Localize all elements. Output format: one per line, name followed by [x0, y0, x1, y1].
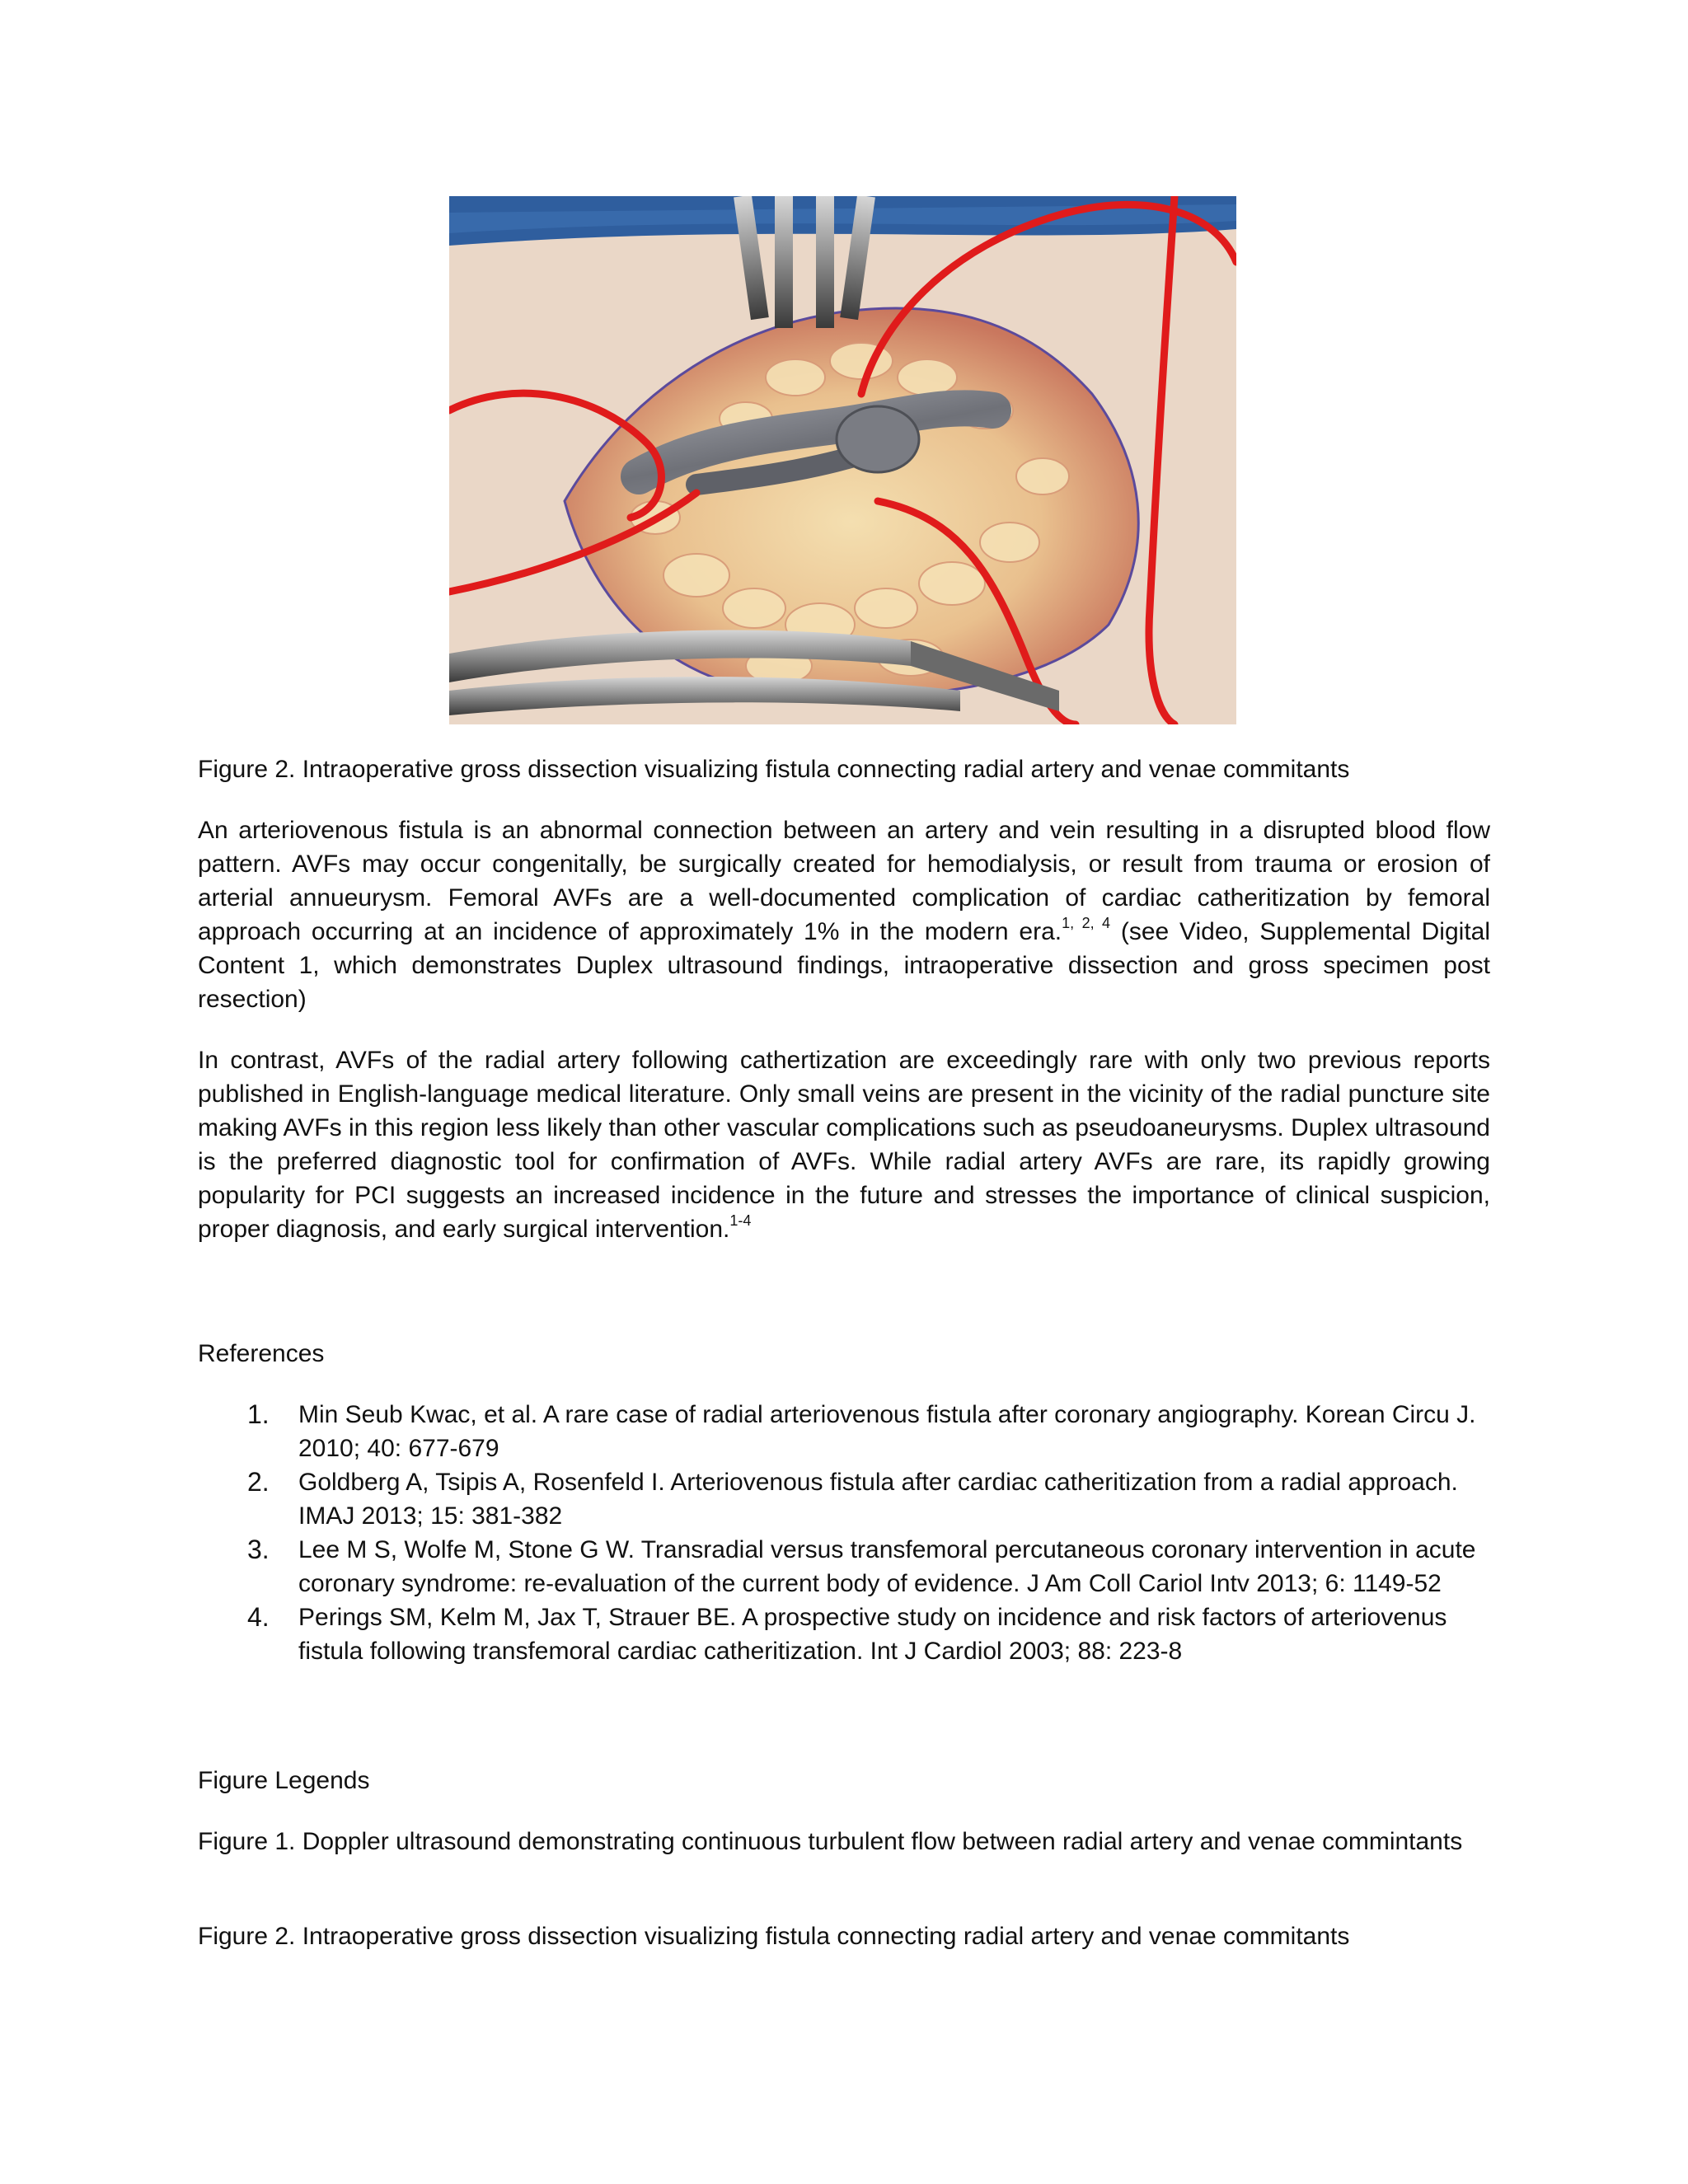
reference-text: Min Seub Kwac, et al. A rare case of radial arteriovenous fistula after coronary angiography. Korean Circu J. 2010; 40: 677-679 [298, 1401, 1476, 1462]
reference-item [198, 1398, 1490, 1465]
reference-number: 1. [247, 1399, 270, 1429]
references-heading: References [198, 1340, 325, 1367]
reference-number: 3. [247, 1535, 270, 1564]
references-list [198, 1398, 1490, 1668]
figure-legend-1: Figure 1. Doppler ultrasound demonstrating continuous turbulent flow between radial artery and venae commintants [198, 1828, 1463, 1855]
figure-caption: Figure 2. Intraoperative gross dissection visualizing fistula connecting radial artery and venae commitants [198, 756, 1350, 783]
para2-citation: 1-4 [729, 1212, 752, 1229]
reference-item [198, 1601, 1490, 1668]
para1-text: An arteriovenous fistula is an abnormal connection between an artery and vein resulting in a disrupted blood flow pattern. AVFs may occur congenitally, be surgically created for hemodialysis, or result from trauma or erosion of arterial annueurysm. Femoral AVFs are a well-documented complication of cardiac catheritization by femoral approach occurring at an incidence of approximately 1% in the modern era. [198, 817, 1490, 945]
surgical-photo-illustration [449, 196, 1236, 724]
para1-tail: (see Video, Supplemental Digital Content 1, which demonstrates Duplex ultrasound findings, intraoperative dissection and gross specimen post resection) [198, 918, 1491, 1013]
fistula [837, 406, 919, 472]
reference-text: Goldberg A, Tsipis A, Rosenfeld I. Arteriovenous fistula after cardiac catheritization from a radial approach. IMAJ 2013; 15: 381-382 [298, 1469, 1458, 1530]
reference-item [198, 1533, 1490, 1601]
reference-number: 2. [247, 1467, 270, 1497]
reference-item [198, 1465, 1490, 1533]
para1-citation: 1, 2, 4 [1062, 915, 1111, 931]
figure-legend-2: Figure 2. Intraoperative gross dissection visualizing fistula connecting radial artery and venae commitants [198, 1923, 1350, 1950]
body-paragraph-2 [198, 1043, 1490, 1246]
para2-text: In contrast, AVFs of the radial artery following cathertization are exceedingly rare with only two previous reports published in English-language medical literature. Only small veins are present in the vicinity of the radial puncture site making AVFs in this region less likely than other vascular complications such as pseudoaneurysms. Duplex ultrasound is the preferred diagnostic tool for confirmation of AVFs. While radial artery AVFs are rare, its rapidly growing popularity for PCI suggests an increased incidence in the future and stresses the importance of clinical suspicion, proper diagnosis, and early surgical intervention. [198, 1047, 1490, 1243]
reference-text: Lee M S, Wolfe M, Stone G W. Transradial versus transfemoral percutaneous coronary intervention in acute coronary syndrome: re-evaluation of the current body of evidence. J Am Coll Cariol Intv 2013; 6: 1149-52 [298, 1536, 1476, 1597]
reference-number: 4. [247, 1602, 270, 1632]
reference-text: Perings SM, Kelm M, Jax T, Strauer BE. A prospective study on incidence and risk factors of arteriovenus fistula following transfemoral cardiac catheritization. Int J Cardiol 2003; 88: 223-8 [298, 1604, 1447, 1665]
surgical-photo [449, 196, 1236, 724]
body-paragraph-1 [198, 813, 1490, 1016]
figure-legends-heading: Figure Legends [198, 1767, 370, 1794]
